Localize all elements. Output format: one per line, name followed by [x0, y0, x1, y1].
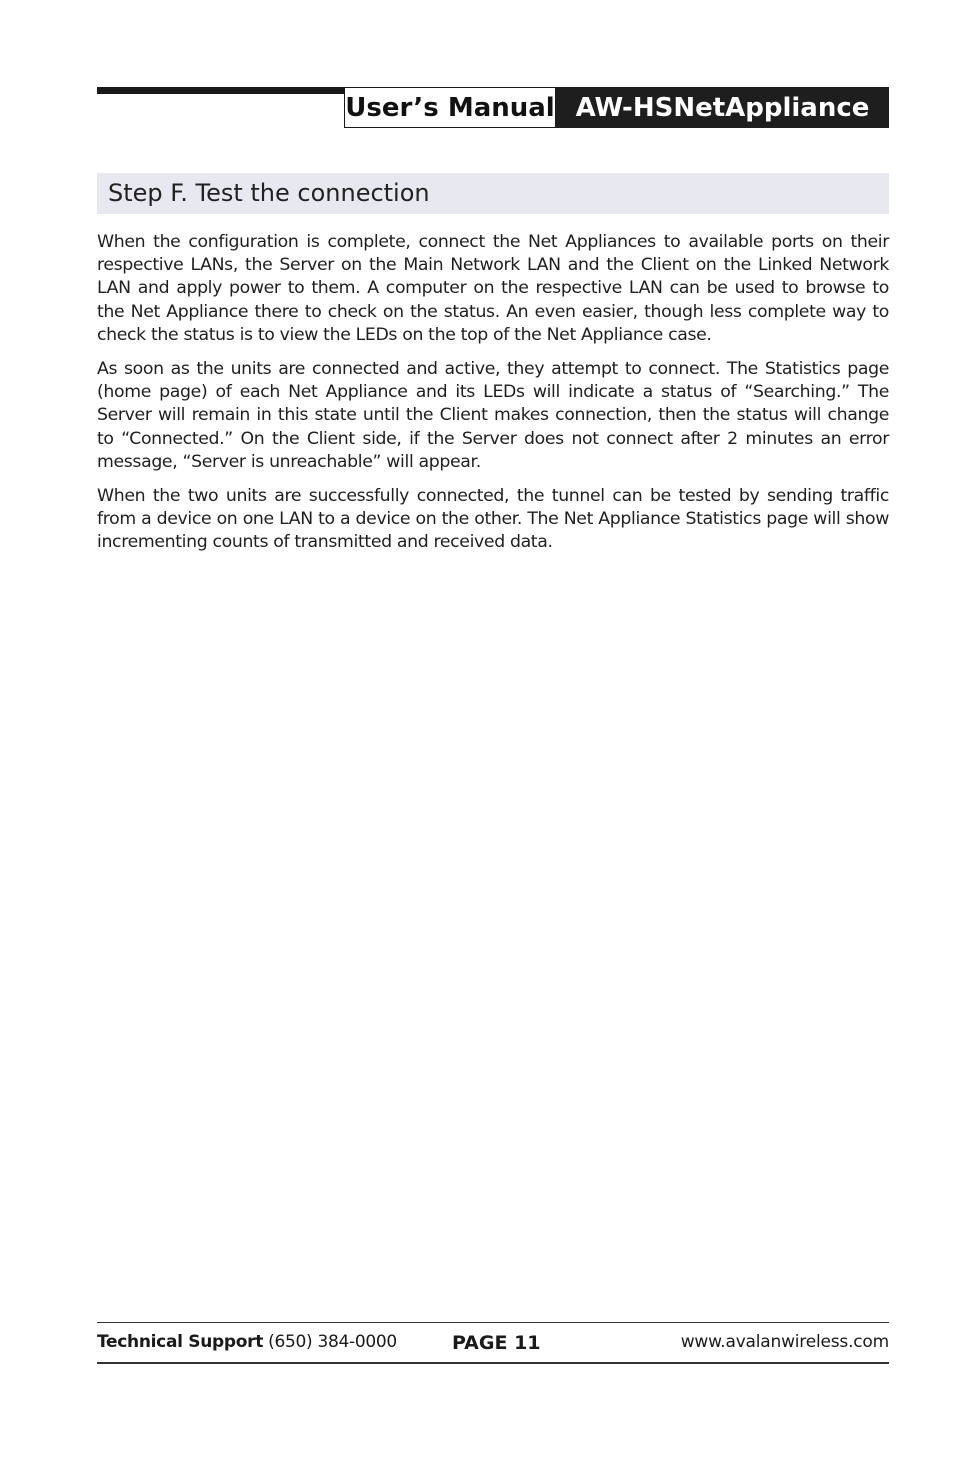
page-footer — [97, 1330, 889, 1358]
manual-title: User’s Manual — [344, 87, 556, 128]
body-text — [97, 231, 889, 566]
paragraph-3: When the two units are successfully connected, the tunnel can be tested by sending traffic from a device on one LAN to a device on the other. The Net Appliance Statistics page will show incrementing counts of transmitted and received data. — [97, 486, 889, 553]
support-label: Technical Support — [97, 1332, 264, 1352]
paragraph-2: As soon as the units are connected and active, they attempt to connect. The Statistics page (home page) of each Net Appliance and its LEDs will indicate a status of “Searching.” The Server will remain in this state until the Client makes connection, then the status will change to “Connected.” On the Client side, if the Server does not connect after 2 minutes an error message, “Server is unreachable” will appear. — [97, 359, 889, 472]
section-title: Step F. Test the connection — [108, 179, 430, 207]
footer-rule-top — [97, 1322, 889, 1323]
website-link[interactable]: www.avalanwireless.com — [680, 1332, 889, 1352]
footer-rule-bottom — [97, 1362, 889, 1364]
page-header — [97, 87, 889, 128]
technical-support — [97, 1332, 397, 1352]
page-number: PAGE 11 — [452, 1332, 541, 1354]
support-phone: (650) 384-0000 — [268, 1332, 397, 1352]
paragraph-1: When the configuration is complete, connect the Net Appliances to available ports on their respective LANs, the Server on the Main Network LAN and the Client on the Linked Network LAN and apply power to them. A computer on the respective LAN can be used to browse to the Net Appliance there to check on the status. An even easier, though less complete way to check the status is to view the LEDs on the top of the Net Appliance case. — [97, 232, 889, 345]
section-heading-bar — [97, 173, 889, 214]
product-title: AW-HSNetAppliance — [556, 87, 889, 128]
